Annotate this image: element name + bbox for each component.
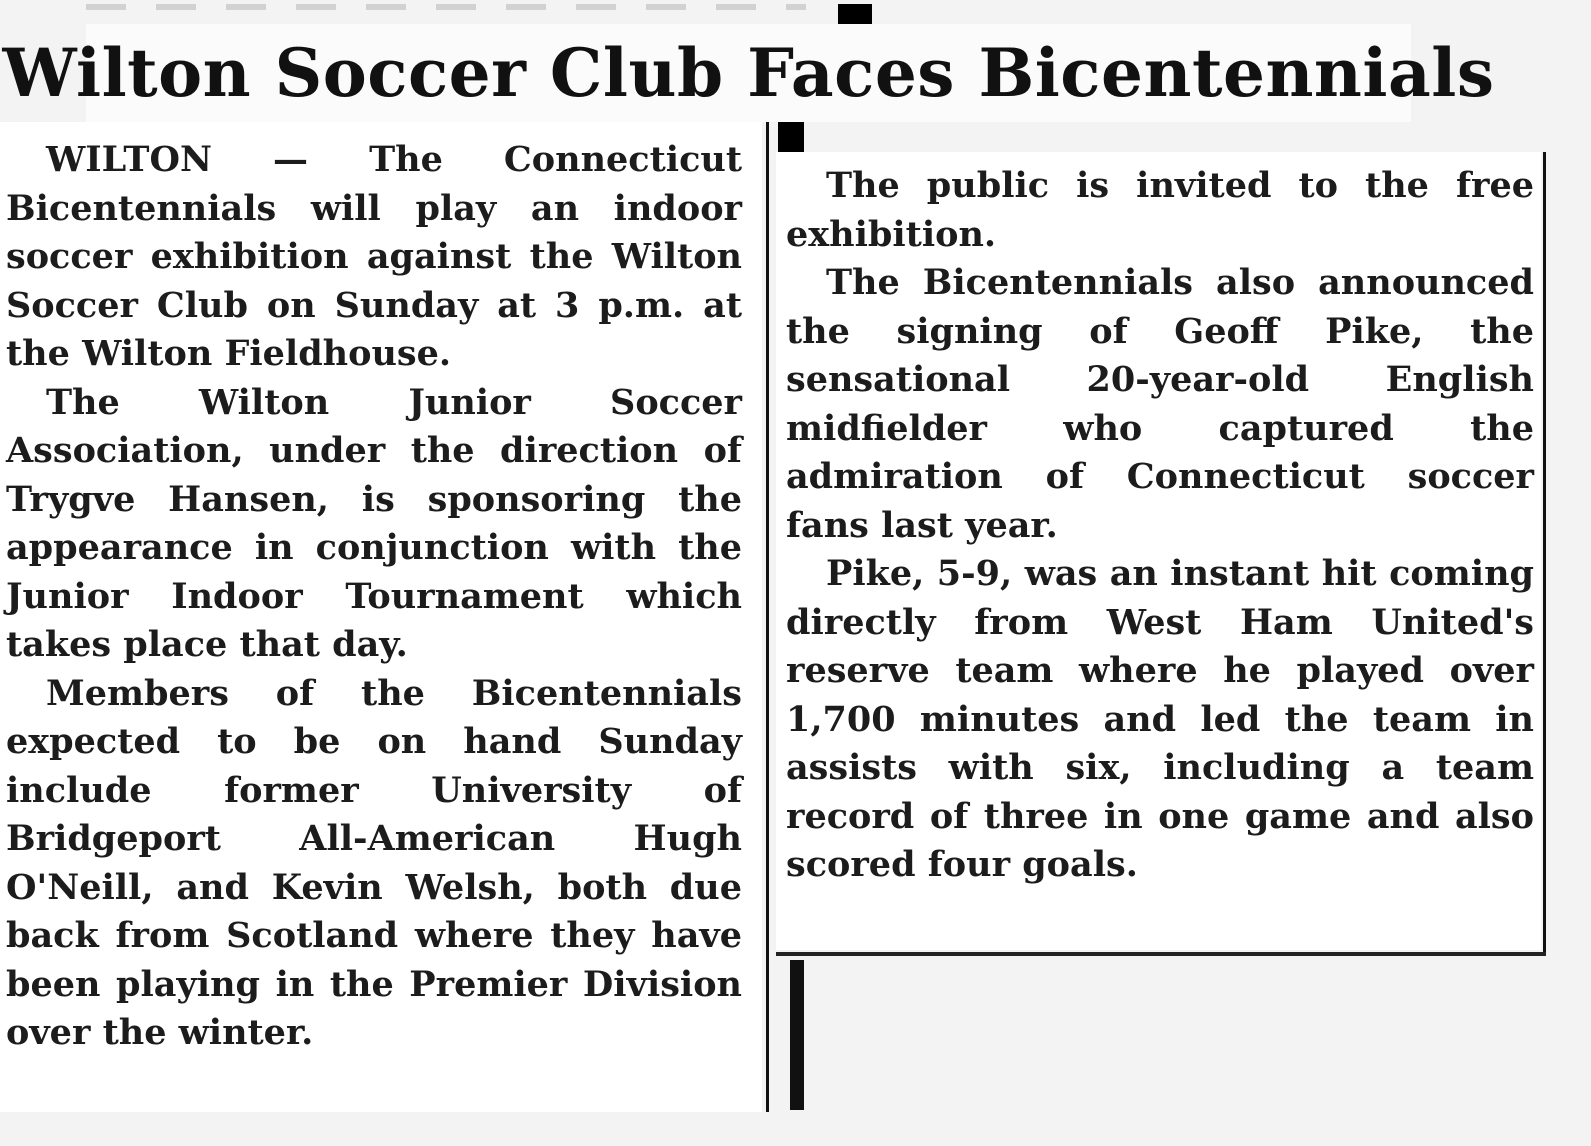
right-paragraph-3: Pike, 5-9, was an instant hit coming directly from West Ham United's reserve team where he played over 1,700 minutes and led the team in assists with six, including a team record of three in one game and also scored four goals.: [786, 553, 1534, 885]
left-paragraph-2: The Wilton Junior Soccer Association, under the direction of Trygve Hansen, is sponsoring the appearance in conjunction with the Junior Indoor Tournament which takes place that day.: [6, 381, 742, 665]
column-rule: [766, 122, 769, 1112]
bottom-rule: [776, 952, 1546, 956]
right-column: [786, 162, 1534, 890]
right-paragraph-2: The Bicentennials also announced the signing of Geoff Pike, the sensational 20-year-old English midfielder who captured the admiration of Connecticut soccer fans last year.: [786, 262, 1534, 546]
top-rule: [86, 4, 806, 10]
right-column-clip: [776, 152, 1541, 950]
headline-clip: [2, 24, 1495, 122]
right-edge-rule: [1543, 152, 1546, 952]
headline: Wilton Soccer Club Faces Bicentennials: [2, 34, 1495, 112]
left-column-clip: [0, 122, 762, 1112]
left-paragraph-3: Members of the Bicentennials expected to be on hand Sunday include former University of Bridgeport All-American Hugh O'Neill, and Kevin Welsh, both due back from Scotland where they have been playing in the Premier Division over the winter.: [6, 672, 742, 1053]
left-column: [6, 136, 742, 1058]
column-rule-heavy: [790, 960, 804, 1110]
column-corner-mark: [778, 122, 804, 152]
left-paragraph-1: WILTON — The Connecticut Bicentennials will play an indoor soccer exhibition against the Wilton Soccer Club on Sunday at 3 p.m. at the Wilton Fieldhouse.: [6, 139, 742, 374]
corner-mark: [838, 4, 872, 24]
right-paragraph-1: The public is invited to the free exhibition.: [786, 165, 1534, 255]
